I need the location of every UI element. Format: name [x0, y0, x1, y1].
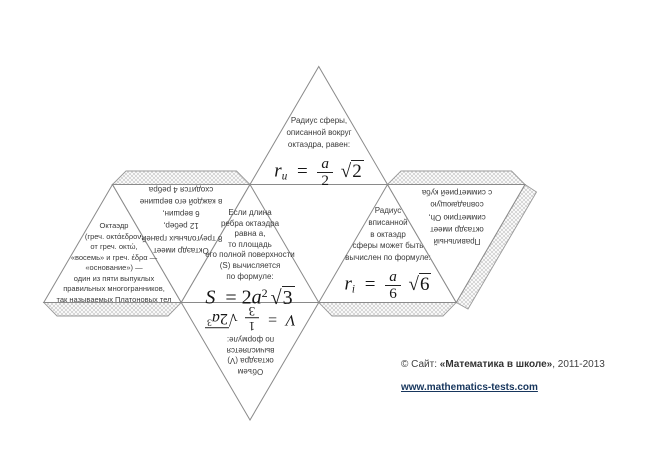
- text-line: Октаэдр имеет: [153, 245, 209, 255]
- face-symmetry: [398, 186, 516, 247]
- radical-sign: √: [228, 310, 238, 328]
- equals-sign: =: [268, 310, 278, 328]
- text-line: (S) вычисляется: [219, 260, 281, 270]
- fraction: [245, 304, 259, 332]
- radical: [205, 310, 238, 327]
- formula-variable: r: [274, 160, 282, 182]
- text-line: так называемых Платоновых тел: [56, 294, 172, 304]
- text-line: по формуле:: [226, 335, 275, 345]
- copyright-prefix: © Сайт:: [401, 359, 440, 370]
- text-line: правильных многогранников,: [63, 284, 165, 293]
- denominator: 3: [248, 304, 256, 319]
- radical-sign: √: [340, 160, 352, 182]
- numerator: 1: [245, 317, 259, 331]
- text-line: вычисляется: [226, 346, 275, 356]
- radicand-coefficient: 2: [219, 310, 228, 328]
- text-line: Радиус: [374, 206, 402, 215]
- denominator: 2: [321, 171, 330, 189]
- text-line: вычислен по формуле:: [345, 253, 431, 263]
- footer: [401, 359, 605, 393]
- radicand: 3: [282, 286, 293, 309]
- fraction: [317, 156, 333, 189]
- coefficient: 2: [241, 286, 252, 309]
- text-line: в каждой его вершине: [139, 196, 223, 206]
- copyright-suffix: , 2011-2013: [552, 359, 605, 370]
- numerator: a: [317, 156, 333, 173]
- text-line: 6 вершин,: [162, 208, 200, 218]
- text-line: по формуле:: [226, 271, 274, 281]
- text-line: описанной вокруг: [286, 128, 352, 137]
- text-line: октаэдра, равен:: [287, 140, 351, 149]
- radical: [409, 274, 432, 295]
- text-line: с симметрией куба: [421, 188, 493, 198]
- fraction: [385, 269, 401, 302]
- text-line: симметрию Oh,: [428, 212, 486, 222]
- equals-sign: =: [225, 286, 237, 309]
- face-circumradius: [249, 115, 389, 189]
- radical-sign: √: [408, 273, 419, 295]
- glue-flap-top-right: [388, 171, 526, 185]
- denominator: 6: [389, 284, 397, 302]
- text-line: Объем: [237, 367, 264, 377]
- radicand-variable: a: [211, 310, 220, 328]
- numerator: a: [385, 269, 401, 286]
- text-line: Октаэдр: [99, 221, 129, 230]
- formula-variable: S: [205, 286, 216, 309]
- exponent: 2: [261, 286, 268, 301]
- radicand: [205, 310, 229, 328]
- text-line: «восемь» и греч. έδρα —: [70, 252, 158, 262]
- formula-inradius: [318, 269, 458, 302]
- formula-subscript: i: [351, 283, 355, 296]
- radicand-exponent: 3: [207, 316, 212, 328]
- text-line: 12 ребер,: [163, 221, 199, 231]
- text-line: 8 треугольных граней,: [139, 233, 223, 243]
- text-line: то площадь: [228, 239, 272, 249]
- site-name: «Математика в школе»: [439, 359, 553, 370]
- face-volume: [193, 304, 308, 376]
- radical: [341, 161, 364, 182]
- formula-volume: [193, 304, 308, 332]
- text-line: сферы может быть: [352, 241, 424, 251]
- text-line: Правильный: [433, 237, 481, 247]
- equals-sign: =: [364, 273, 376, 295]
- text-line: совпадающую: [430, 200, 484, 210]
- formula-variable: r: [344, 273, 352, 295]
- radicand: 6: [419, 273, 430, 295]
- glue-flap-bottom-mid: [319, 303, 457, 317]
- text-line: Радиус сферы,: [290, 116, 348, 125]
- copyright-text: [401, 359, 605, 370]
- text-line: в октаэдр: [370, 229, 406, 239]
- formula-subscript: u: [281, 170, 288, 183]
- equals-sign: =: [296, 160, 308, 182]
- text-line: от греч. οκτώ,: [90, 242, 138, 251]
- text-line: Если длина: [228, 208, 272, 217]
- text-line: вписанной: [368, 217, 408, 227]
- radicand: 2: [352, 160, 362, 182]
- radical-sign: √: [270, 286, 282, 309]
- face-surface-area: [184, 208, 316, 308]
- text-line: октаэдр имеет: [430, 224, 484, 234]
- text-line: равна a,: [234, 229, 266, 239]
- text-line: (греч. οκτάεδρον,: [84, 231, 144, 241]
- formula-variable: a: [251, 286, 262, 309]
- text-line: его полной поверхности: [205, 250, 295, 260]
- formula-circumradius: [249, 156, 389, 189]
- site-link[interactable]: www.mathematics-tests.com: [401, 382, 538, 393]
- text-line: «основание») —: [85, 263, 143, 272]
- text-line: один из пяти выпуклых: [73, 273, 155, 283]
- text-line: сходится 4 ребра: [148, 184, 214, 194]
- text-line: ребра октаэдра: [220, 218, 280, 228]
- text-line: октаэдра (V): [227, 356, 274, 366]
- formula-variable: V: [286, 310, 296, 328]
